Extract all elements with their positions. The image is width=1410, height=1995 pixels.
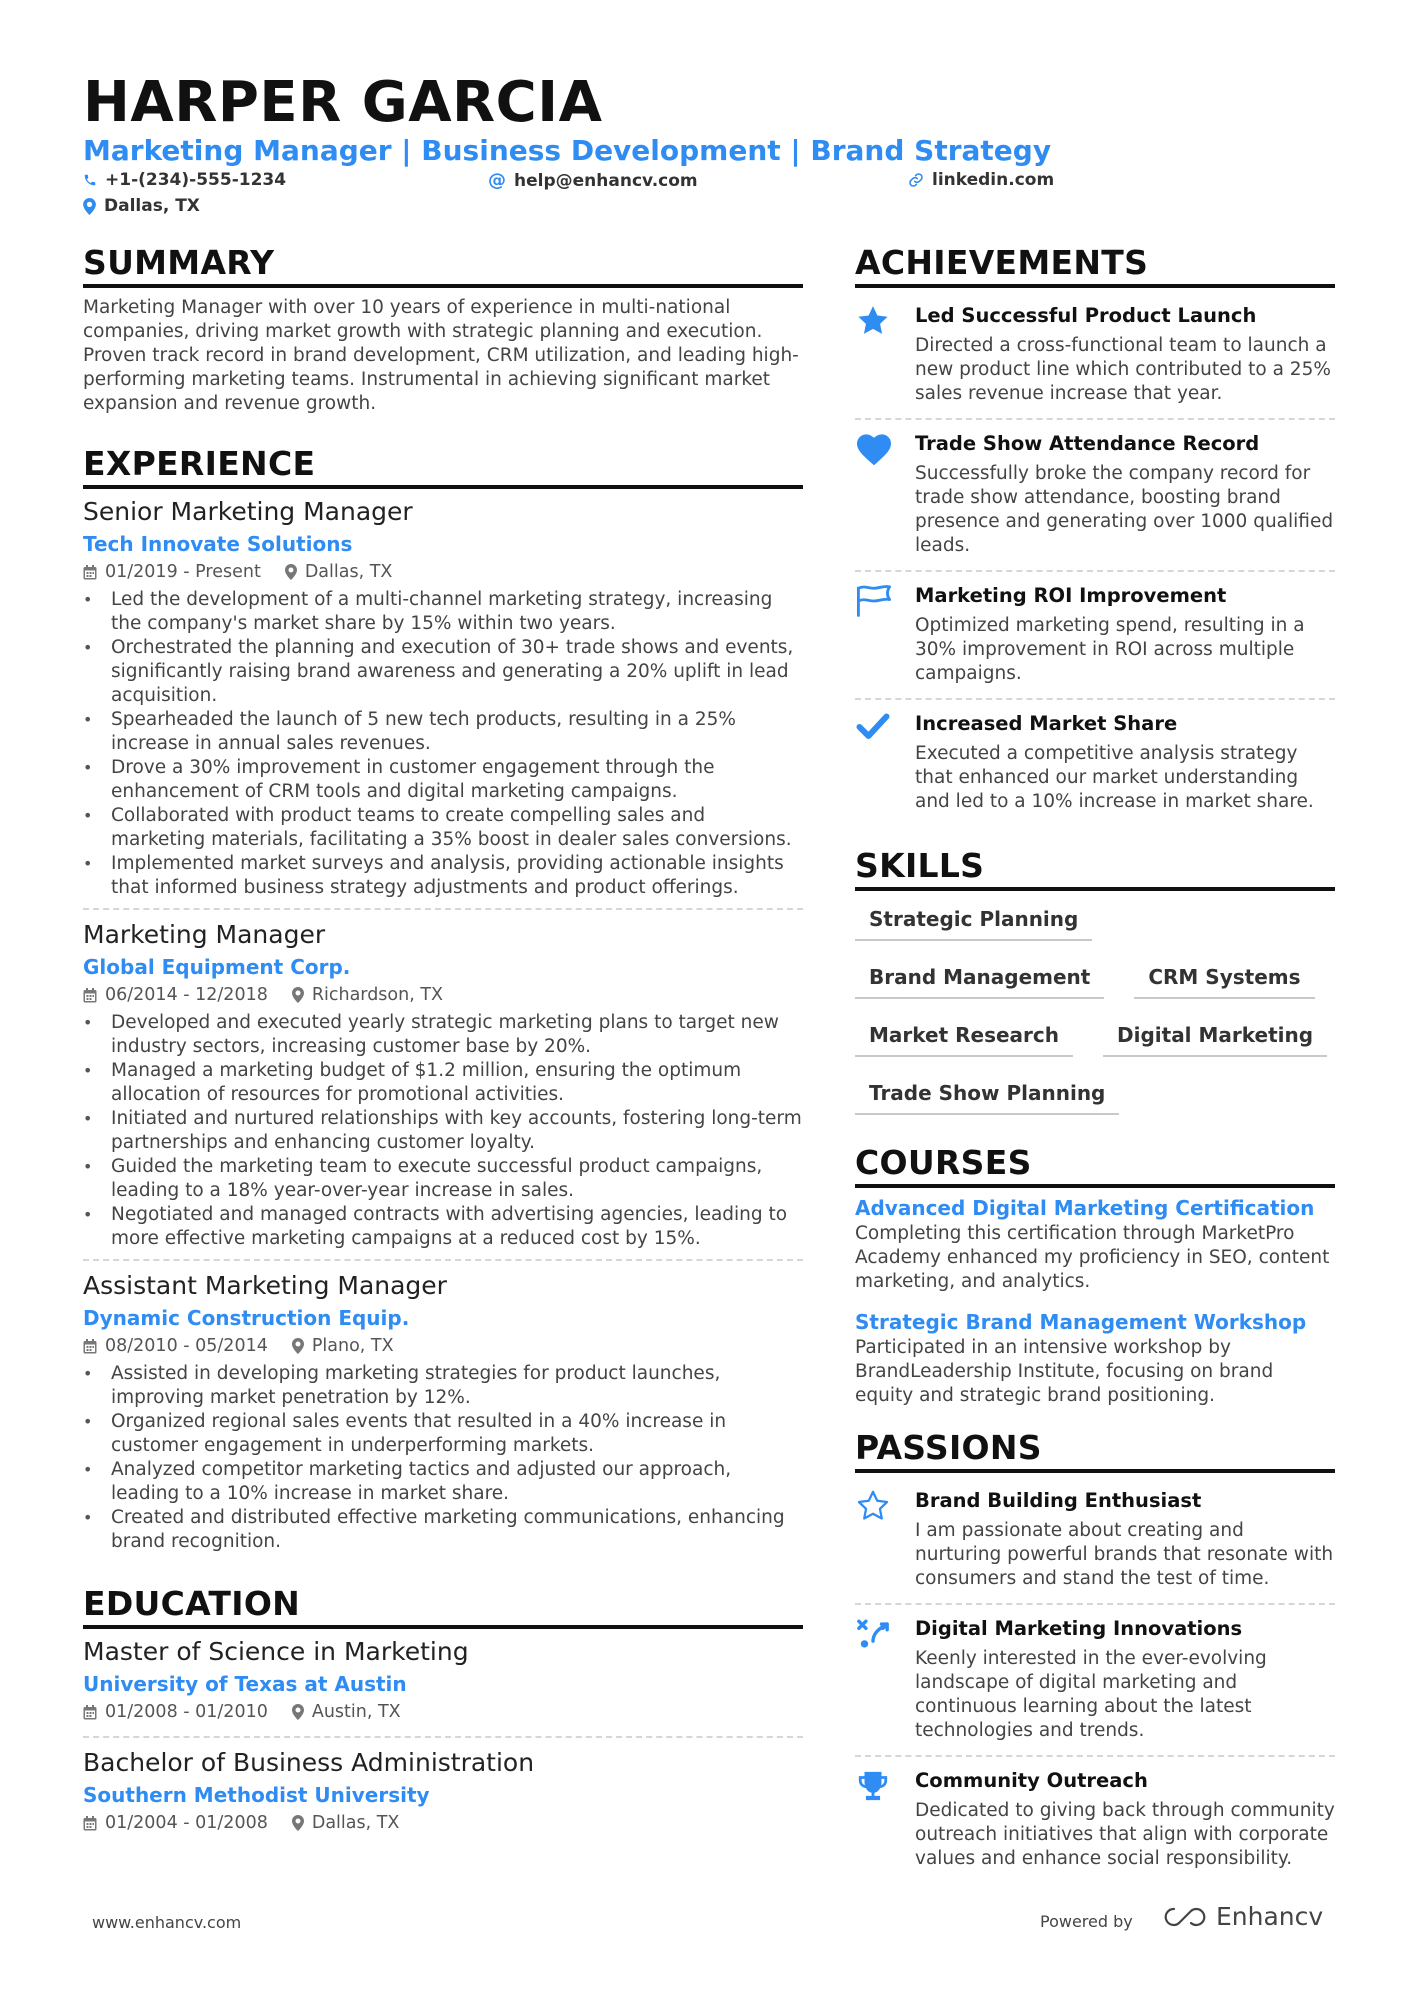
- job-bullet: • Initiated and nurtured relationships with key accounts, fostering long-term partnerships and enhancing customer loyalty.: [83, 1107, 803, 1155]
- job-bullet: • Collaborated with product teams to create compelling sales and marketing materials, facilitating a 35% boost in dealer sales conversions.: [83, 804, 803, 852]
- job-title: Senior Marketing Manager: [83, 497, 413, 526]
- skill-tag: Digital Marketing: [1103, 1019, 1327, 1057]
- achievement-item: [855, 698, 1335, 826]
- education-dates: 01/2004 - 01/2008: [105, 1813, 268, 1833]
- passions-heading: PASSIONS: [855, 1428, 1335, 1473]
- job-bullet: • Analyzed competitor marketing tactics and adjusted our approach, leading to a 10% increase in market share.: [83, 1458, 803, 1506]
- job-bullet: • Spearheaded the launch of 5 new tech products, resulting in a 25% increase in annual sales revenues.: [83, 708, 803, 756]
- degree-title: Bachelor of Business Administration: [83, 1748, 535, 1777]
- location-pin-icon: [292, 1704, 304, 1720]
- calendar-icon: [83, 988, 97, 1003]
- contact-linkedin-text: linkedin.com: [932, 170, 1055, 190]
- skill-tag: Strategic Planning: [855, 903, 1092, 941]
- location-pin-icon: [292, 987, 304, 1003]
- company-name: Tech Innovate Solutions: [83, 532, 353, 556]
- strategy-icon: [855, 1617, 891, 1651]
- enhancv-logo[interactable]: [1162, 1902, 1323, 1931]
- achievements-list: [855, 292, 1335, 826]
- achievement-desc: Executed a competitive analysis strategy that enhanced our market understanding and led to a 10% increase in market share.: [915, 743, 1314, 812]
- job-bullet: • Negotiated and managed contracts with advertising agencies, leading to more effective marketing campaigns at a reduced cost by 15%.: [83, 1203, 803, 1251]
- contact-linkedin[interactable]: [908, 170, 1054, 190]
- education-list: [83, 1635, 803, 1847]
- job-meta: [83, 1333, 803, 1359]
- enhancv-logo-text: Enhancv: [1216, 1902, 1324, 1931]
- company-name: Dynamic Construction Equip.: [83, 1306, 410, 1330]
- right-column: [855, 243, 1335, 1883]
- contact-email-text: help@enhancv.com: [514, 170, 698, 191]
- education-entry: [83, 1736, 803, 1847]
- job-bullets: [83, 1011, 803, 1251]
- achievement-title: Led Successful Product Launch: [915, 304, 1257, 327]
- achievement-title: Trade Show Attendance Record: [915, 432, 1260, 455]
- job-dates: 08/2010 - 05/2014: [105, 1336, 268, 1356]
- summary-text: Marketing Manager with over 10 years of experience in multi-national companies, driving market growth with strategic planning and execution. Proven track record in brand development, CRM utilization, and leading high-performing marketing teams. Instrumental in achieving significant market expansion and revenue growth.: [83, 297, 799, 414]
- job-bullets: [83, 1362, 803, 1554]
- contact-location: [83, 196, 200, 216]
- at-icon: @: [488, 170, 506, 191]
- calendar-icon: [83, 1705, 97, 1720]
- job-entry: [83, 908, 803, 1259]
- skills-list: [855, 891, 1335, 1115]
- experience-list: [83, 495, 803, 1562]
- job-bullets: [83, 588, 803, 900]
- phone-icon: [83, 173, 97, 187]
- course-desc: Participated in an intensive workshop by BrandLeadership Institute, focusing on brand equity and strategic brand positioning.: [855, 1337, 1274, 1406]
- course-desc: Completing this certification through MarketPro Academy enhanced my proficiency in SEO, content marketing, and analytics.: [855, 1223, 1330, 1292]
- experience-heading: EXPERIENCE: [83, 444, 803, 489]
- contact-location-text: Dallas, TX: [104, 196, 200, 216]
- location-pin-icon: [83, 198, 96, 215]
- skill-tag: Brand Management: [855, 961, 1104, 999]
- flag-icon: [855, 584, 893, 618]
- job-dates: 01/2019 - Present: [105, 562, 261, 582]
- job-meta: [83, 559, 803, 585]
- job-dates: 06/2014 - 12/2018: [105, 985, 268, 1005]
- left-column: [83, 243, 803, 1847]
- calendar-icon: [83, 565, 97, 580]
- checkmark-icon: [855, 712, 891, 742]
- job-bullet: • Created and distributed effective marketing communications, enhancing brand recognition.: [83, 1506, 803, 1554]
- degree-title: Master of Science in Marketing: [83, 1637, 469, 1666]
- job-meta: [83, 982, 803, 1008]
- job-location: Richardson, TX: [311, 985, 444, 1005]
- achievement-desc: Optimized marketing spend, resulting in a 30% improvement in ROI across multiple campaigns.: [915, 615, 1305, 684]
- passions-list: [855, 1477, 1335, 1883]
- link-icon: [908, 172, 924, 188]
- passion-item: [855, 1755, 1335, 1883]
- achievement-desc: Directed a cross-functional team to launch a new product line which contributed to a 25% sales revenue increase that year.: [915, 335, 1331, 404]
- job-entry: [83, 495, 803, 908]
- footer-powered-by: Powered by: [1040, 1912, 1133, 1931]
- skill-tag: Market Research: [855, 1019, 1073, 1057]
- school-name: University of Texas at Austin: [83, 1672, 407, 1696]
- education-dates: 01/2008 - 01/2010: [105, 1702, 268, 1722]
- job-title: Assistant Marketing Manager: [83, 1271, 447, 1300]
- passion-title: Community Outreach: [915, 1769, 1148, 1792]
- footer-website[interactable]: www.enhancv.com: [92, 1913, 242, 1932]
- passion-desc: Dedicated to giving back through community outreach initiatives that align with corporate values and enhance social responsibility.: [915, 1800, 1335, 1869]
- calendar-icon: [83, 1339, 97, 1354]
- heart-icon: [855, 432, 893, 466]
- star-icon: [855, 304, 891, 338]
- achievement-desc: Successfully broke the company record for trade show attendance, boosting brand presence and generating over 1000 qualified leads.: [915, 463, 1334, 556]
- job-bullet: • Led the development of a multi-channel marketing strategy, increasing the company's market share by 15% within two years.: [83, 588, 803, 636]
- job-bullet: • Developed and executed yearly strategic marketing plans to target new industry sectors, increasing customer base by 20%.: [83, 1011, 803, 1059]
- school-name: Southern Methodist University: [83, 1783, 430, 1807]
- star-outline-icon: [855, 1489, 891, 1523]
- job-bullet: • Guided the marketing team to execute successful product campaigns, leading to a 18% year-over-year increase in sales.: [83, 1155, 803, 1203]
- education-location: Austin, TX: [311, 1702, 401, 1722]
- location-pin-icon: [285, 564, 297, 580]
- job-bullet: • Drove a 30% improvement in customer engagement through the enhancement of CRM tools and digital marketing campaigns.: [83, 756, 803, 804]
- achievements-heading: ACHIEVEMENTS: [855, 243, 1335, 288]
- skill-tag: CRM Systems: [1134, 961, 1314, 999]
- summary-heading: SUMMARY: [83, 243, 803, 288]
- skills-heading: SKILLS: [855, 846, 1335, 891]
- education-heading: EDUCATION: [83, 1584, 803, 1629]
- passion-desc: Keenly interested in the ever-evolving landscape of digital marketing and continuous learning about the latest technologies and trends.: [915, 1648, 1267, 1741]
- achievement-item: [855, 570, 1335, 698]
- passion-title: Brand Building Enthusiast: [915, 1489, 1202, 1512]
- education-entry: [83, 1635, 803, 1736]
- courses-list: [855, 1194, 1335, 1408]
- achievement-item: [855, 418, 1335, 570]
- contact-phone-text: +1-(234)-555-1234: [105, 170, 287, 190]
- achievement-item: [855, 292, 1335, 418]
- job-title: Marketing Manager: [83, 920, 326, 949]
- contact-email[interactable]: [488, 170, 698, 191]
- passion-title: Digital Marketing Innovations: [915, 1617, 1243, 1640]
- course-title: Strategic Brand Management Workshop: [855, 1310, 1307, 1334]
- achievement-title: Increased Market Share: [915, 712, 1178, 735]
- job-bullet: • Orchestrated the planning and execution of 30+ trade shows and events, significantly raising brand awareness and generating a 20% uplift in lead acquisition.: [83, 636, 803, 708]
- job-bullet: • Managed a marketing budget of $1.2 million, ensuring the optimum allocation of resources for promotional activities.: [83, 1059, 803, 1107]
- location-pin-icon: [292, 1338, 304, 1354]
- courses-heading: COURSES: [855, 1143, 1335, 1188]
- job-bullet: • Implemented market surveys and analysis, providing actionable insights that informed business strategy adjustments and product offerings.: [83, 852, 803, 900]
- candidate-title: Marketing Manager | Business Development | Brand Strategy: [83, 134, 1052, 167]
- calendar-icon: [83, 1816, 97, 1831]
- passion-item: [855, 1603, 1335, 1755]
- company-name: Global Equipment Corp.: [83, 955, 351, 979]
- job-location: Dallas, TX: [304, 562, 393, 582]
- location-pin-icon: [292, 1815, 304, 1831]
- passion-desc: I am passionate about creating and nurturing powerful brands that resonate with consumers and stand the test of time.: [915, 1520, 1334, 1589]
- job-location: Plano, TX: [311, 1336, 394, 1356]
- skill-tag: Trade Show Planning: [855, 1077, 1119, 1115]
- enhancv-logo-icon: [1162, 1905, 1208, 1929]
- passion-item: [855, 1477, 1335, 1603]
- job-entry: [83, 1259, 803, 1562]
- education-meta: [83, 1810, 803, 1836]
- education-location: Dallas, TX: [311, 1813, 400, 1833]
- job-bullet: • Organized regional sales events that resulted in a 40% increase in customer engagement in underperforming markets.: [83, 1410, 803, 1458]
- candidate-name: HARPER GARCIA: [83, 70, 603, 135]
- contact-phone[interactable]: [83, 170, 286, 190]
- course-title: Advanced Digital Marketing Certification: [855, 1196, 1315, 1220]
- achievement-title: Marketing ROI Improvement: [915, 584, 1227, 607]
- trophy-icon: [855, 1769, 891, 1803]
- education-meta: [83, 1699, 803, 1725]
- job-bullet: • Assisted in developing marketing strategies for product launches, improving market penetration by 12%.: [83, 1362, 803, 1410]
